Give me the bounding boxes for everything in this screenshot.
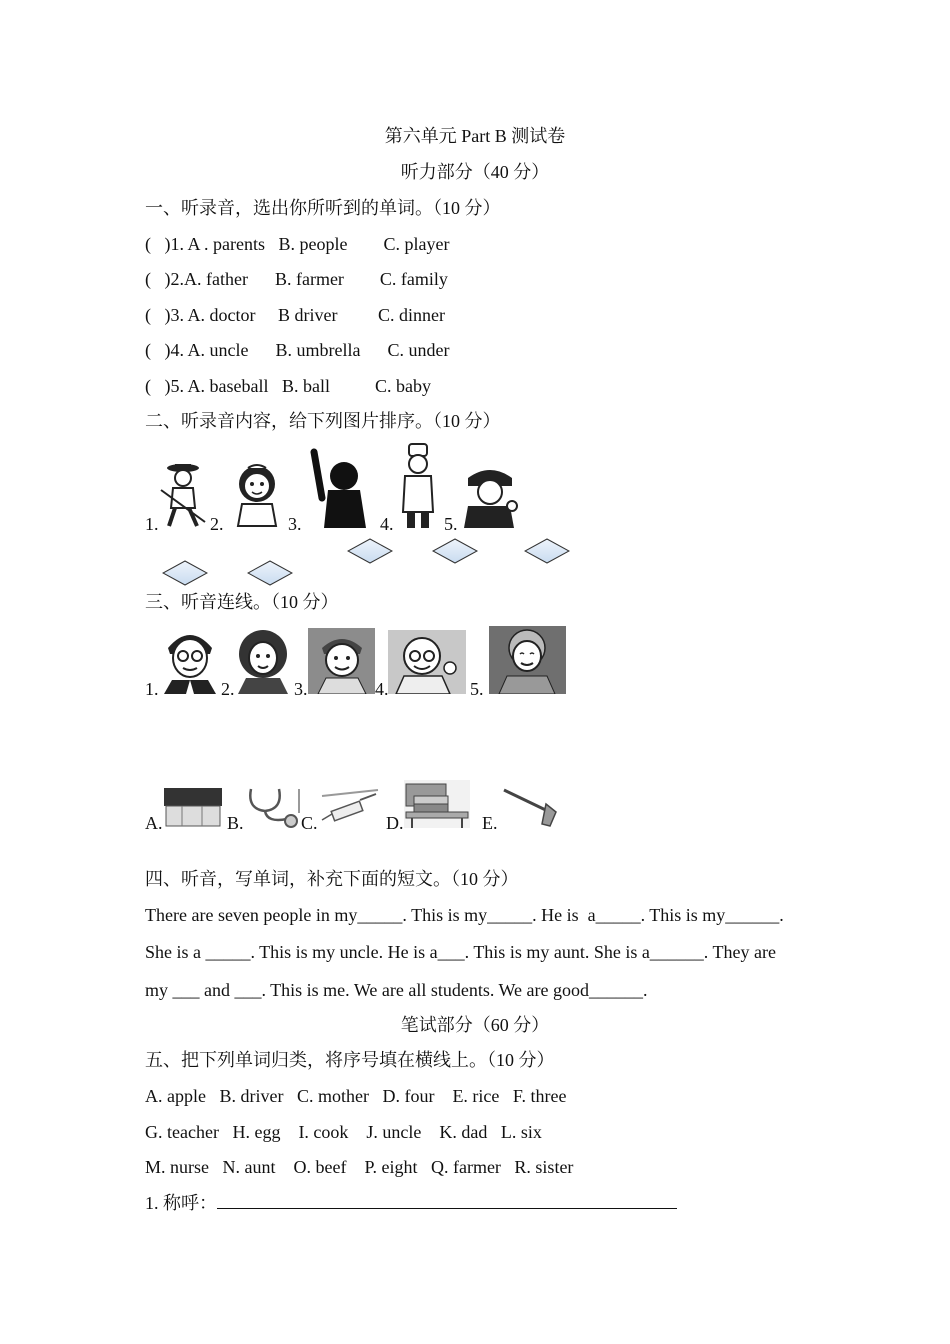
- section3-letter: B.: [227, 813, 244, 833]
- grandmother-picture: [489, 626, 566, 694]
- section3-number: 2.: [221, 679, 235, 699]
- doctor-picture: [395, 442, 441, 530]
- section1-item: ( )4. A. uncle B. umbrella C. under: [145, 340, 450, 360]
- section4-text-line: my ___ and ___. This is me. We are all students. We are good______.: [145, 980, 648, 1000]
- section2-number: 3.: [288, 514, 302, 534]
- section3-letter: C.: [301, 813, 318, 833]
- written-header: 笔试部分（60 分）: [400, 1015, 550, 1035]
- section2-heading: 二、听录音内容，给下列图片排序。（10 分）: [145, 411, 501, 431]
- page-title: 第六单元 Part B 测试卷: [384, 126, 566, 146]
- answer-diamond[interactable]: [162, 560, 208, 586]
- syringe-picture: [316, 786, 382, 826]
- blackboard-picture: [162, 786, 224, 828]
- section5-heading: 五、把下列单词归类，将序号填在横线上。（10 分）: [145, 1050, 555, 1070]
- nurse-girl-picture: [228, 462, 286, 530]
- section1-item: ( )2.A. father B. farmer C. family: [145, 269, 448, 289]
- desk-books-picture: [404, 780, 470, 828]
- section2-number: 5.: [444, 514, 458, 534]
- section4-text-line: She is a _____. This is my uncle. He is a___. This is my aunt. She is a______. They are: [145, 942, 776, 962]
- stethoscope-picture: [243, 783, 301, 829]
- section3-letter: E.: [482, 813, 498, 833]
- section5-word-row: G. teacher H. egg I. cook J. uncle K. dad L. six: [145, 1122, 542, 1142]
- father-picture: [160, 624, 220, 694]
- section5-word-row: A. apple B. driver C. mother D. four E. rice F. three: [145, 1086, 567, 1106]
- section3-letter: D.: [386, 813, 404, 833]
- hoe-picture: [502, 786, 564, 830]
- section3-letter: A.: [145, 813, 163, 833]
- section2-number: 2.: [210, 514, 224, 534]
- boy-picture: [308, 628, 375, 694]
- section2-number: 4.: [380, 514, 394, 534]
- farmer-picture: [155, 460, 210, 530]
- section3-number: 3.: [294, 679, 308, 699]
- section1-item: ( )3. A. doctor B driver C. dinner: [145, 305, 445, 325]
- worker-picture: [460, 462, 520, 530]
- section3-number: 4.: [375, 679, 389, 699]
- baseball-player-picture: [306, 448, 372, 530]
- answer-diamond[interactable]: [347, 538, 393, 564]
- section3-number: 5.: [470, 679, 484, 699]
- section4-heading: 四、听音，写单词，补充下面的短文。（10 分）: [145, 869, 519, 889]
- section5-word-row: M. nurse N. aunt O. beef P. eight Q. farmer R. sister: [145, 1157, 574, 1177]
- mother-picture: [232, 628, 294, 694]
- listening-header: 听力部分（40 分）: [400, 162, 550, 182]
- section5-question-1: [145, 1192, 677, 1214]
- answer-diamond[interactable]: [247, 560, 293, 586]
- answer-diamond[interactable]: [524, 538, 570, 564]
- section1-item: ( )5. A. baseball B. ball C. baby: [145, 376, 431, 396]
- section1-item: ( )1. A . parents B. people C. player: [145, 234, 450, 254]
- question-1-label: 1. 称呼：: [145, 1193, 217, 1213]
- section1-heading: 一、听录音，选出你所听到的单词。（10 分）: [145, 198, 501, 218]
- section4-text-line: There are seven people in my_____. This is my_____. He is a_____. This is my______.: [145, 905, 784, 925]
- section3-number: 1.: [145, 679, 159, 699]
- section3-heading: 三、听音连线。（10 分）: [145, 592, 339, 612]
- answer-diamond[interactable]: [430, 538, 480, 564]
- section2-number: 1.: [145, 514, 159, 534]
- answer-line[interactable]: [217, 1192, 677, 1209]
- grandfather-picture: [388, 630, 466, 694]
